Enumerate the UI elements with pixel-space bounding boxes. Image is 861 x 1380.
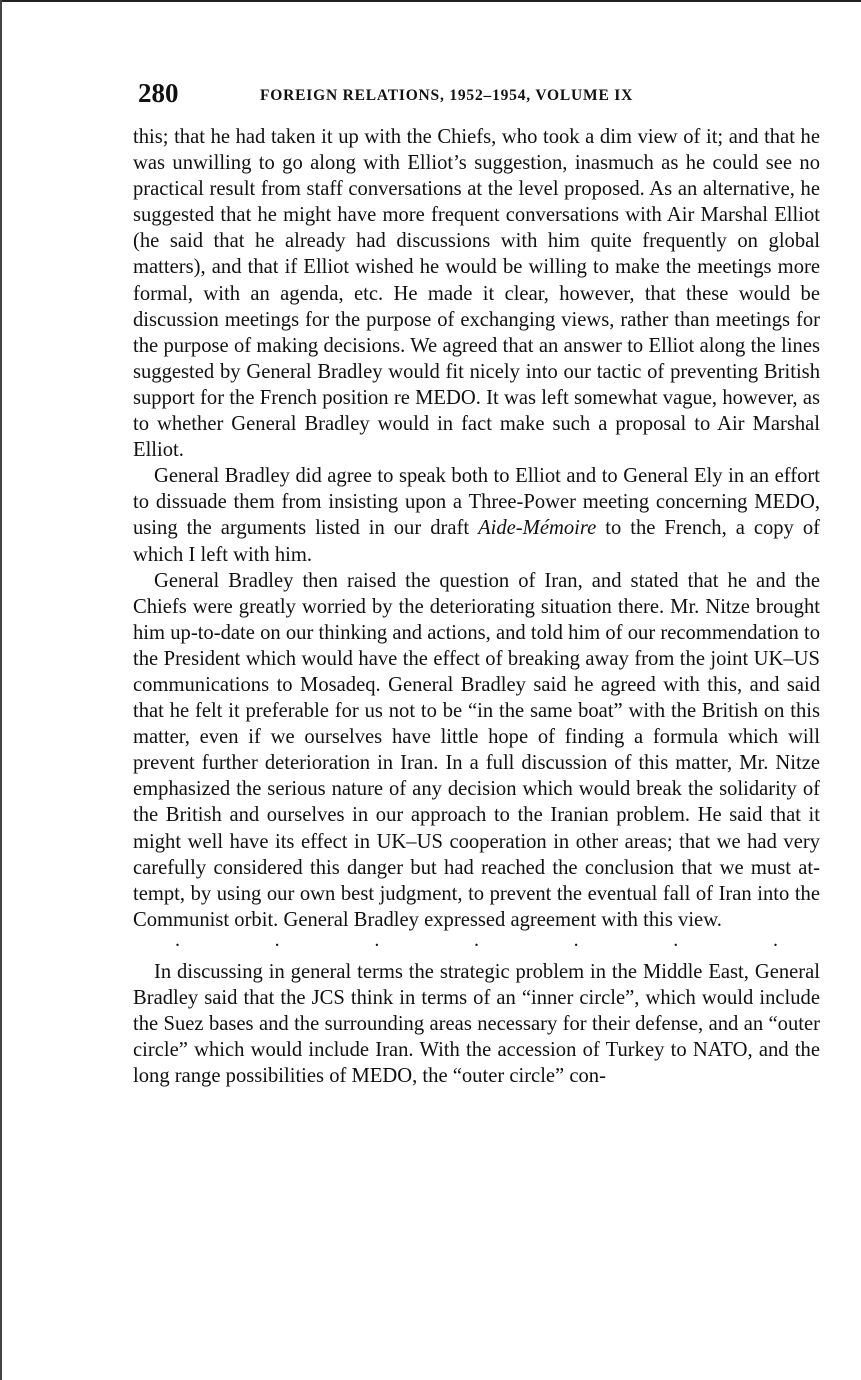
page-number: 280 xyxy=(138,78,179,108)
ellipsis-dot: . xyxy=(573,928,579,951)
page-header xyxy=(138,78,828,112)
ellipsis-dot: . xyxy=(274,928,280,951)
ellipsis-dot: . xyxy=(772,928,778,951)
paragraph-1: this; that he had taken it up with the Chiefs, who took a dim view of it; and that he was unwilling to go along with Elliot’s suggestion, inasmuch as he could see no practical result from staff conversations at the level proposed. As an alternative, he suggested that he might have more frequent conversations with Air Marshal Elliot (he said that he already had discussions with him quite frequently on global matters), and that if Elliot wished he would be willing to make the meetings more formal, with an agenda, etc. He made it clear, however, that these would be discussion meetings for the purpose of exchanging views, rather than meetings for the purpose of making decisions. We agreed that an answer to Elliot along the lines suggested by General Bradley would fit nicely into our tactic of preventing British support for the French position re MEDO. It was left somewhat vague, however, as to whether General Bradley would in fact make such a proposal to Air Marshal Elliot. xyxy=(133,126,820,462)
body-text xyxy=(133,124,820,1089)
italic-term: Aide-Mémoire xyxy=(478,517,597,540)
page-edge-top xyxy=(0,0,861,2)
paragraph-3: General Bradley then raised the question of Iran, and stated that he and the Chiefs were greatly worried by the deteriorating situation there. Mr. Nitze brought him up-to-date on our thinking and actions, and told him of our recommendation to the President which would have the effect of breaking away from the joint UK–US communications to Mosadeq. General Bradley said he agreed with this, and said that he felt it preferable for us not to be “in the same boat” with the British on this matter, even if we ourselves have little hope of finding a formula which will prevent further deterioration in Iran. In a full discussion of this matter, Mr. Nitze emphasized the serious nature of any decision which would break the solidarity of the British and ourselves in our approach to the Iranian problem. He said that it might well have its effect in UK–US cooperation in other areas; that we had very carefully considered this danger but had reached the conclusion that we must attempt, by using our own best judgment, to prevent the eventual fall of Iran into the Communist orbit. General Bradley expressed agreement with this view. xyxy=(133,569,820,931)
page-edge-left xyxy=(0,0,2,1380)
paragraph-2: General Bradley did agree to speak both to Elliot and to General Ely in an effort to dissuade them from insisting upon a Three-Power meeting concerning MEDO, using the arguments listed in our draft Aide-Mémoire to the French, a copy of which I left with him. xyxy=(133,465,820,566)
paragraph-4: In discussing in general terms the strategic problem in the Middle East, General Bradley said that the JCS think in terms of an “inner circle”, which would include the Suez bases and the surrounding areas necessary for their defense, and an “outer circle” which would include Iran. With the accession of Turkey to NATO, and the long range possibilities of MEDO, the “outer circle” con- xyxy=(133,960,820,1088)
running-head: FOREIGN RELATIONS, 1952–1954, VOLUME IX xyxy=(260,87,634,104)
ellipsis-dot: . xyxy=(673,928,679,951)
ellipsis-dot: . xyxy=(175,928,180,951)
omission-ellipsis xyxy=(133,928,820,959)
ellipsis-dot: . xyxy=(374,928,380,951)
ellipsis-dot: . xyxy=(473,928,479,951)
